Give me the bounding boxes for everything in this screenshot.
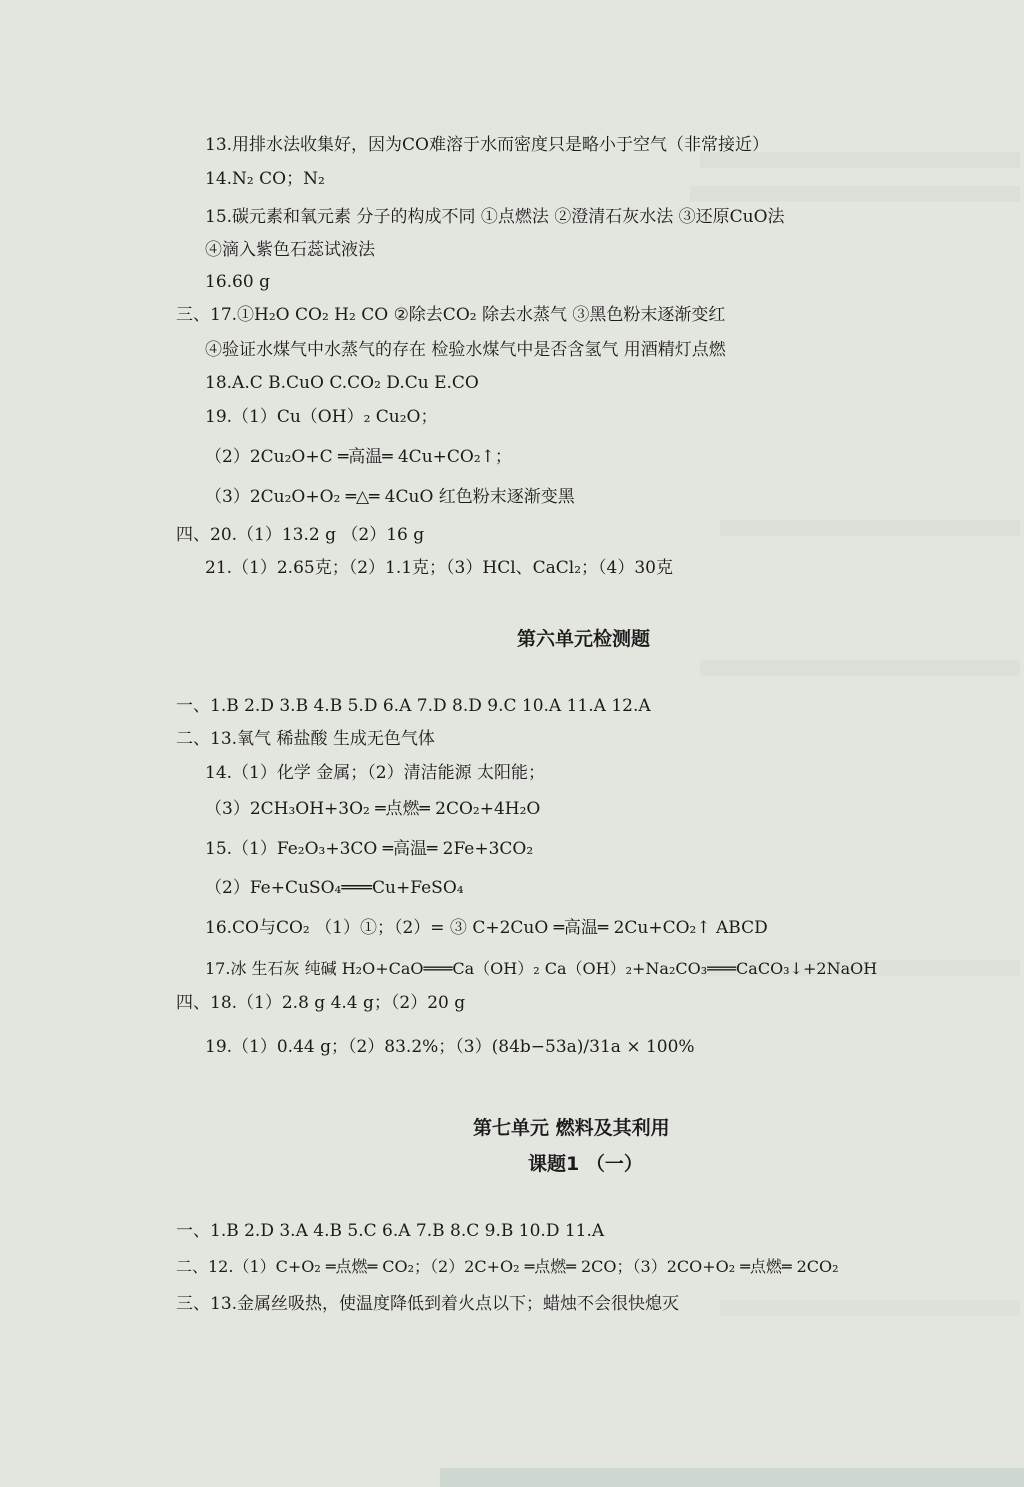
answer-line: 21.（1）2.65克；（2）1.1克；（3）HCl、CaCl₂；（4）30克 — [205, 558, 673, 578]
answer-line: 15.（1）Fe₂O₃+3CO ═高温═ 2Fe+3CO₂ — [205, 839, 534, 859]
answer-line: 17.冰 生石灰 纯碱 H₂O+CaO═══Ca（OH）₂ Ca（OH）₂+Na₂CO₃═══CaCO₃↓+2NaOH — [205, 959, 878, 978]
answer-line: 15.碳元素和氧元素 分子的构成不同 ①点燃法 ②澄清石灰水法 ③还原CuO法 — [205, 207, 785, 227]
answer-line: 16.60 g — [205, 272, 270, 292]
answer-line: 16.CO与CO₂ （1）①；（2）= ③ C+2CuO ═高温═ 2Cu+CO₂↑ ABCD — [205, 918, 768, 938]
answer-line: 四、20.（1）13.2 g （2）16 g — [176, 525, 425, 545]
answer-line: 二、13.氧气 稀盐酸 生成无色气体 — [176, 729, 435, 749]
answer-line: （2）Fe+CuSO₄═══Cu+FeSO₄ — [205, 878, 464, 898]
answer-line: ④滴入紫色石蕊试液法 — [205, 240, 375, 260]
lesson-title: 课题1 （一） — [528, 1153, 643, 1175]
answer-line: 14.（1）化学 金属；（2）清洁能源 太阳能； — [205, 763, 545, 783]
show-through-mark — [700, 660, 1020, 676]
show-through-mark — [720, 1300, 1020, 1316]
answer-line: （3）2Cu₂O+O₂ ═△═ 4CuO 红色粉末逐渐变黑 — [205, 487, 575, 507]
section-title: 第六单元检测题 — [517, 628, 651, 650]
answer-line: 三、17.①H₂O CO₂ H₂ CO ②除去CO₂ 除去水蒸气 ③黑色粉末逐渐变红 — [176, 305, 726, 325]
answer-line: 19.（1）Cu（OH）₂ Cu₂O； — [205, 407, 438, 427]
answer-line: （2）2Cu₂O+C ═高温═ 4Cu+CO₂↑； — [205, 447, 512, 467]
show-through-mark — [690, 186, 1020, 202]
answer-line: ④验证水煤气中水蒸气的存在 检验水煤气中是否含氢气 用酒精灯点燃 — [205, 340, 726, 360]
answer-line: 13.用排水法收集好，因为CO难溶于水而密度只是略小于空气（非常接近） — [205, 135, 769, 155]
answer-line: （3）2CH₃OH+3O₂ ═点燃═ 2CO₂+4H₂O — [205, 799, 541, 819]
section-title: 第七单元 燃料及其利用 — [473, 1117, 670, 1139]
answer-line: 三、13.金属丝吸热，使温度降低到着火点以下；蜡烛不会很快熄灭 — [176, 1294, 680, 1314]
page-edge-strip — [440, 1468, 1024, 1487]
answer-line: 四、18.（1）2.8 g 4.4 g；（2）20 g — [176, 993, 466, 1013]
show-through-mark — [720, 520, 1020, 536]
answer-line: 一、1.B 2.D 3.A 4.B 5.C 6.A 7.B 8.C 9.B 10.D 11.A — [176, 1221, 605, 1241]
answer-line: 18.A.C B.CuO C.CO₂ D.Cu E.CO — [205, 373, 479, 393]
answer-line: 14.N₂ CO；N₂ — [205, 169, 325, 189]
answer-line: 一、1.B 2.D 3.B 4.B 5.D 6.A 7.D 8.D 9.C 10.A 11.A 12.A — [176, 696, 651, 716]
answer-line: 19.（1）0.44 g；（2）83.2%；（3）(84b−53a)/31a × 100% — [205, 1037, 695, 1057]
answer-line: 二、12.（1）C+O₂ ═点燃═ CO₂；（2）2C+O₂ ═点燃═ 2CO；（3）2CO+O₂ ═点燃═ 2CO₂ — [176, 1257, 839, 1276]
